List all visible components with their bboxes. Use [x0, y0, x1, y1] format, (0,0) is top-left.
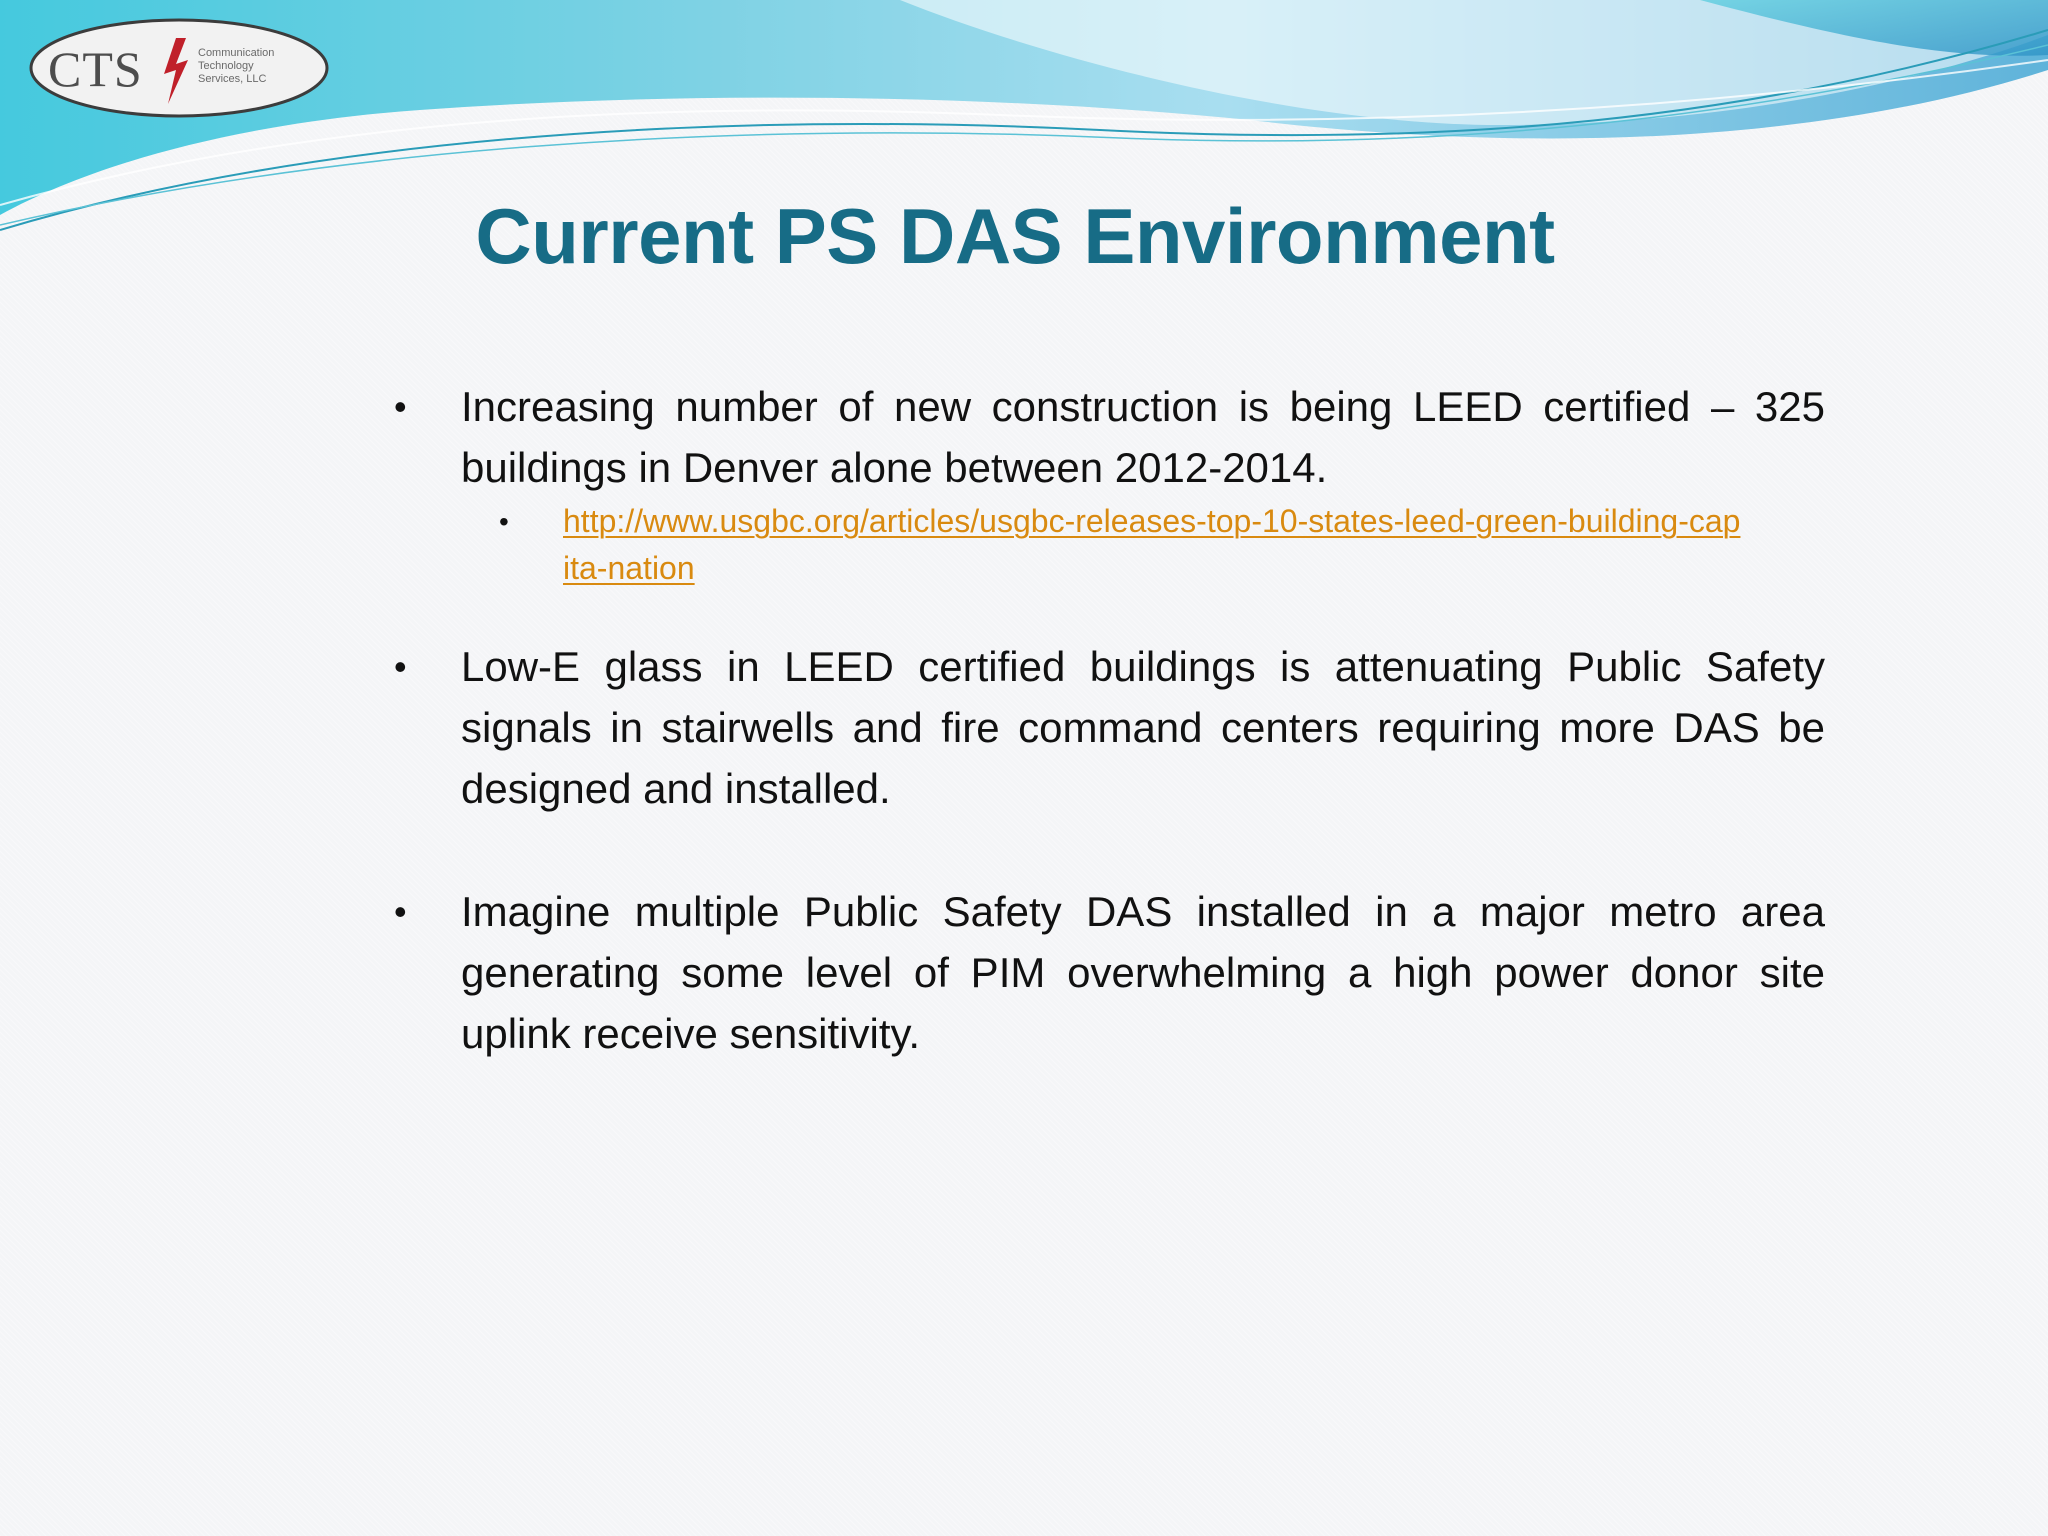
logo-subtitle-line-2: Technology	[198, 60, 254, 72]
bullet-marker: •	[394, 891, 407, 932]
bullet-marker: •	[394, 646, 407, 687]
bullet-text: Imagine multiple Public Safety DAS installed in a major metro area generating some level of PIM overwhelming a high power donor site uplink receive sensitivity.	[461, 888, 1825, 1057]
bullet-list	[390, 376, 1825, 1064]
bullet-text: Increasing number of new construction is being LEED certified – 325 buildings in Denver alone between 2012-2014.	[461, 383, 1825, 491]
bullet-item-3	[390, 881, 1825, 1064]
slide-title: Current PS DAS Environment	[475, 192, 1555, 280]
bullet-marker: •	[394, 386, 407, 427]
sub-bullet-marker: •	[499, 506, 509, 537]
logo-subtitle-line-1: Communication	[198, 47, 275, 59]
sub-bullet-item	[499, 498, 1743, 592]
bullet-item-2	[390, 636, 1825, 819]
logo-subtitle-line-3: Services, LLC	[198, 73, 267, 85]
logo-wordmark: CTS	[48, 41, 143, 97]
bullet-text: Low-E glass in LEED certified buildings is attenuating Public Safety signals in stairwells and fire command centers requiring more DAS be designed and installed.	[461, 643, 1825, 812]
usgbc-article-link[interactable]: http://www.usgbc.org/articles/usgbc-releases-top-10-states-leed-green-building-capita-nation	[563, 503, 1741, 586]
company-logo	[28, 16, 330, 120]
bullet-item-1	[390, 376, 1825, 498]
